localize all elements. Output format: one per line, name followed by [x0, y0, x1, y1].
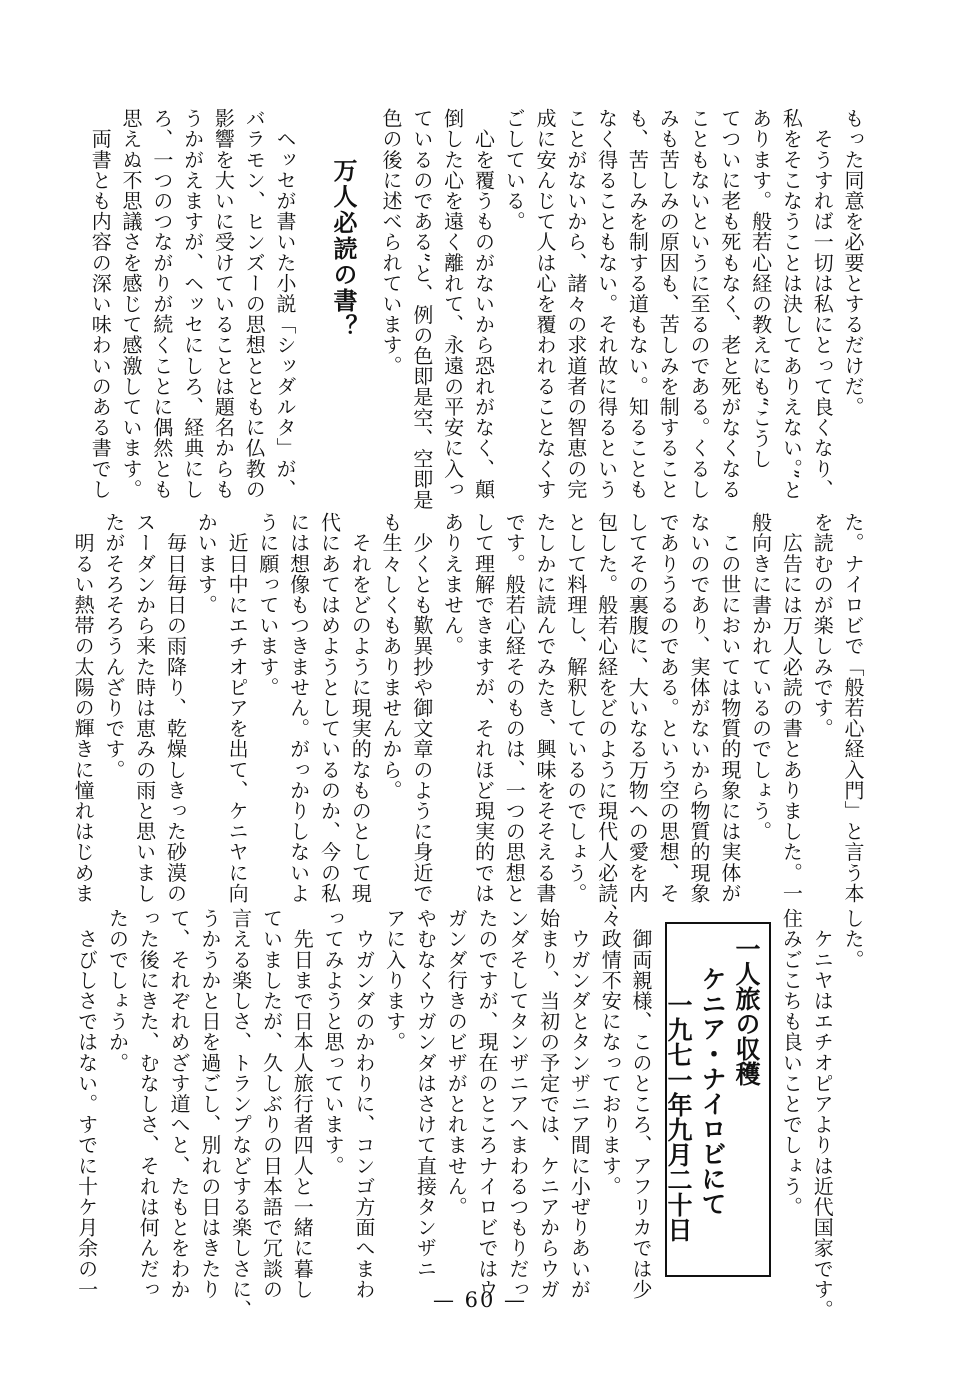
text-line: ヘッセが書いた小説「シッダルタ」が、	[273, 108, 297, 500]
text-line: ガンダ行きのビザがとれません。	[444, 908, 469, 1217]
text-line: スーダンから来た時は恵みの雨と思いまし	[132, 512, 157, 904]
text-line: ろ、一つのつながりが続くことに偶然とも	[149, 108, 174, 500]
section-heading: 万人必読の書？	[329, 158, 357, 340]
text-line: ウガンダとタンザニア間に小ぜりあいが	[567, 908, 592, 1300]
text-line: を読むのが楽しみです。	[810, 512, 835, 739]
text-line: 倒した心を遠く離れて、永遠の平安に入っ	[440, 108, 465, 500]
text-line: あります。般若心経の教えにも“こうし	[748, 108, 773, 470]
text-line: ないのであり、実体がないから物質的現象	[687, 512, 712, 904]
text-line: 始まり、当初の予定では、ケニアからウガ	[536, 908, 561, 1300]
text-line: ってみようと思っています。	[321, 908, 346, 1176]
text-line: 近日中にエチオピアを出て、ケニヤに向	[225, 512, 250, 904]
text-line: 少くとも歎異抄や御文章のように身近で	[409, 512, 434, 904]
page-number: — 60 —	[432, 1288, 528, 1312]
boxed-heading	[665, 922, 771, 1277]
text-block-bottom-right	[776, 908, 868, 1320]
text-line: 両書とも内容の深い味わいのある書でし	[88, 108, 113, 500]
text-line: として料理し、解釈しているのでしょう。	[563, 512, 588, 904]
text-line: ケニヤはエチオピアよりは近代国家です。	[810, 908, 835, 1320]
text-line: 影響を大いに受けていることは題名からも	[211, 108, 236, 500]
text-line: うかうかと日を過ごし、別れの日はきたり	[197, 908, 222, 1300]
text-line: には想像もつきません。がっかりしないよ	[286, 512, 311, 904]
text-line: それをどのように現実的なものとして現	[348, 512, 373, 904]
text-line: 毎日毎日の雨降り、乾燥しきった砂漠の	[163, 512, 188, 904]
text-block-top-left	[84, 108, 300, 500]
text-line: も、苦しみを制する道もない。知ることも	[625, 108, 650, 500]
text-line: うかがえますが、ヘッセにしろ、経典にし	[180, 108, 205, 500]
text-block-top-right	[379, 108, 868, 511]
text-line: 代にあてはめようとしているのか、今の私	[317, 512, 342, 904]
text-line: たしかに読んでみたき、興味をそそえる書	[533, 512, 558, 904]
text-line: ているのである”と、例の色即是空、空即是	[409, 108, 434, 511]
text-line: ありえません。	[440, 512, 465, 657]
text-line: たがそろそろうんざりです。	[101, 512, 126, 780]
text-line: かいます。	[194, 512, 219, 615]
text-line: 色の後に述べられています。	[379, 108, 404, 376]
text-line: みも苦しみの原因も、苦しみを制すること	[656, 108, 681, 500]
text-line: ていましたが、久しぶりの日本語で冗談の	[259, 908, 284, 1300]
text-line: 包した。般若心経をどのように現代人必読、	[594, 512, 619, 924]
text-line: こともないというに至るのである。くるし	[687, 108, 712, 500]
text-line: でありうるのである。という空の思想、そ	[656, 512, 681, 904]
text-line: この世においては物質的現象には実体が	[717, 512, 742, 904]
text-line: して理解できますが、それほど現実的では	[471, 512, 496, 904]
text-line: 住みごこちも良いことでしょう。	[779, 908, 804, 1217]
text-line: 成に安んじて人は心を覆われることなくす	[533, 108, 558, 500]
text-line: ことがないから、諸々の求道者の智恵の完	[563, 108, 588, 500]
text-line: バラモン、ヒンズーの思想とともに仏教の	[242, 108, 267, 500]
text-line: 般向きに書かれているのでしょう。	[748, 512, 773, 842]
boxed-heading-date: 一九七一年九月二十日	[664, 992, 693, 1242]
text-line: 先日まで日本人旅行者四人と一緒に暮し	[290, 908, 315, 1300]
text-line: ンダそしてタンザニアへまわるつもりだっ	[505, 908, 530, 1300]
text-line: たのでしょうか。	[105, 908, 130, 1073]
text-line: うに願っています。	[255, 512, 280, 698]
text-line: た。ナイロビで「般若心経入門」と言う本	[841, 512, 865, 904]
text-line: 私をそこなうことは決してありえない。”と	[779, 108, 804, 501]
text-line: 言える楽しさ、トランプなどする楽しさに、	[228, 908, 253, 1320]
text-line: たのですが、現在のところナイロビではウ	[475, 908, 500, 1300]
text-line: アに入ります。	[382, 908, 407, 1053]
text-line: です。般若心経そのものは、一つの思想と	[502, 512, 527, 904]
text-line: してその裏腹に、大いなる万物への愛を内	[625, 512, 650, 904]
boxed-heading-title: 一人旅の収穫	[732, 936, 761, 1086]
text-block-middle	[71, 512, 868, 924]
text-line: さびしさではない。すでに十ケ月余の一	[74, 908, 99, 1300]
text-line: ごしている。	[502, 108, 527, 232]
text-line: ウガンダのかわりに、コンゴ方面へまわ	[351, 908, 376, 1300]
text-line: そうすれば一切は私にとって良くなり、	[810, 108, 835, 500]
text-line: も生々しくもありませんから。	[379, 512, 404, 801]
text-line: もった同意を必要とするだけだ。	[841, 108, 865, 417]
text-line: 々政情不安になっております。	[598, 908, 623, 1197]
text-line: て、それぞれめざす道へと、たもとをわか	[167, 908, 192, 1300]
text-line: 御両親様、このところ、アフリカでは少	[629, 908, 653, 1300]
text-line: 広告には万人必読の書とありました。一	[779, 512, 804, 904]
text-line: 心を覆うものがないから恐れがなく、顛	[471, 108, 496, 500]
text-line: やむなくウガンダはさけて直接タンザニ	[413, 908, 438, 1279]
text-line: 明るい熱帯の太陽の輝きに憧れはじめま	[71, 512, 96, 904]
text-line: なく得ることもない。それ故に得るという	[594, 108, 619, 500]
text-line: てついに老も死もなく、老と死がなくなる	[717, 108, 742, 500]
boxed-heading-place: ケニア・ナイロビにて	[698, 966, 727, 1216]
text-line: した。	[841, 908, 865, 970]
text-line: った後にきた、むなしさ、それは何んだっ	[136, 908, 161, 1300]
text-line: 思えぬ不思議さを感じて感激しています。	[119, 108, 144, 500]
